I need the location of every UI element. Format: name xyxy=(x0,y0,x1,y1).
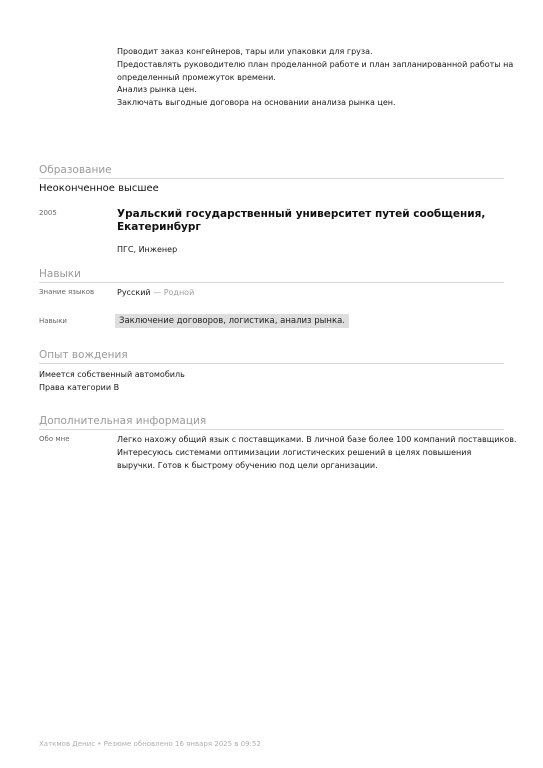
skills-section-title: Навыки xyxy=(39,268,81,280)
university-faculty: ПГС, Инженер xyxy=(117,245,178,254)
page-footer: Хаткмов Денис • Резюме обновлено 16 января 2025 в 09:52 xyxy=(39,740,261,748)
job-duties xyxy=(117,46,514,110)
additional-divider xyxy=(39,429,504,430)
duty-line: Предоставлять руководителю план проделанной работе и план запланированной работы на xyxy=(117,59,514,69)
language-name: Русский xyxy=(117,288,151,297)
driving-divider xyxy=(39,363,504,364)
driving-line: Права категории B xyxy=(39,382,120,392)
additional-section-title: Дополнительная информация xyxy=(39,415,207,427)
about-label: Обо мне xyxy=(39,435,70,443)
duty-line: Анализ рынка цен. xyxy=(117,85,197,95)
about-line: выручки. Готов к быстрому обучению под цели организации. xyxy=(117,460,378,470)
skill-tag: Заключение договоров, логистика, анализ рынка. xyxy=(115,314,349,328)
about-line: Легко нахожу общий язык с поставщиками. В личной базе более 100 компаний поставщиков. xyxy=(117,435,517,444)
language-separator: — xyxy=(150,288,164,297)
university-name-line: Уральский государственный университет путей сообщения, xyxy=(117,208,486,220)
education-year: 2005 xyxy=(39,209,57,217)
education-level: Неоконченное высшее xyxy=(39,183,159,194)
about-text xyxy=(117,434,517,472)
duty-line: Проводит заказ конгейнеров, тары или упаковки для груза. xyxy=(117,47,373,56)
duty-line: Заключать выгодные договора на основании анализа рынка цен. xyxy=(117,98,396,108)
languages-label: Знание языков xyxy=(39,288,95,296)
education-divider xyxy=(39,178,504,179)
skills-label: Навыки xyxy=(39,317,67,325)
language-entry xyxy=(117,288,194,297)
university-name-line: Екатеринбург xyxy=(117,221,201,233)
duty-line: определенный промежуток времени. xyxy=(117,72,276,82)
driving-info xyxy=(39,369,185,394)
education-section-title: Образование xyxy=(39,164,112,176)
language-level: Родной xyxy=(163,288,195,297)
university-name xyxy=(117,208,502,234)
driving-section-title: Опыт вождения xyxy=(39,349,128,361)
driving-line: Имеется собственный автомобиль xyxy=(39,370,185,379)
skills-divider xyxy=(39,282,504,283)
about-line: Интересуюсь системами оптимизации логистических решений в целях повышения xyxy=(117,447,472,457)
